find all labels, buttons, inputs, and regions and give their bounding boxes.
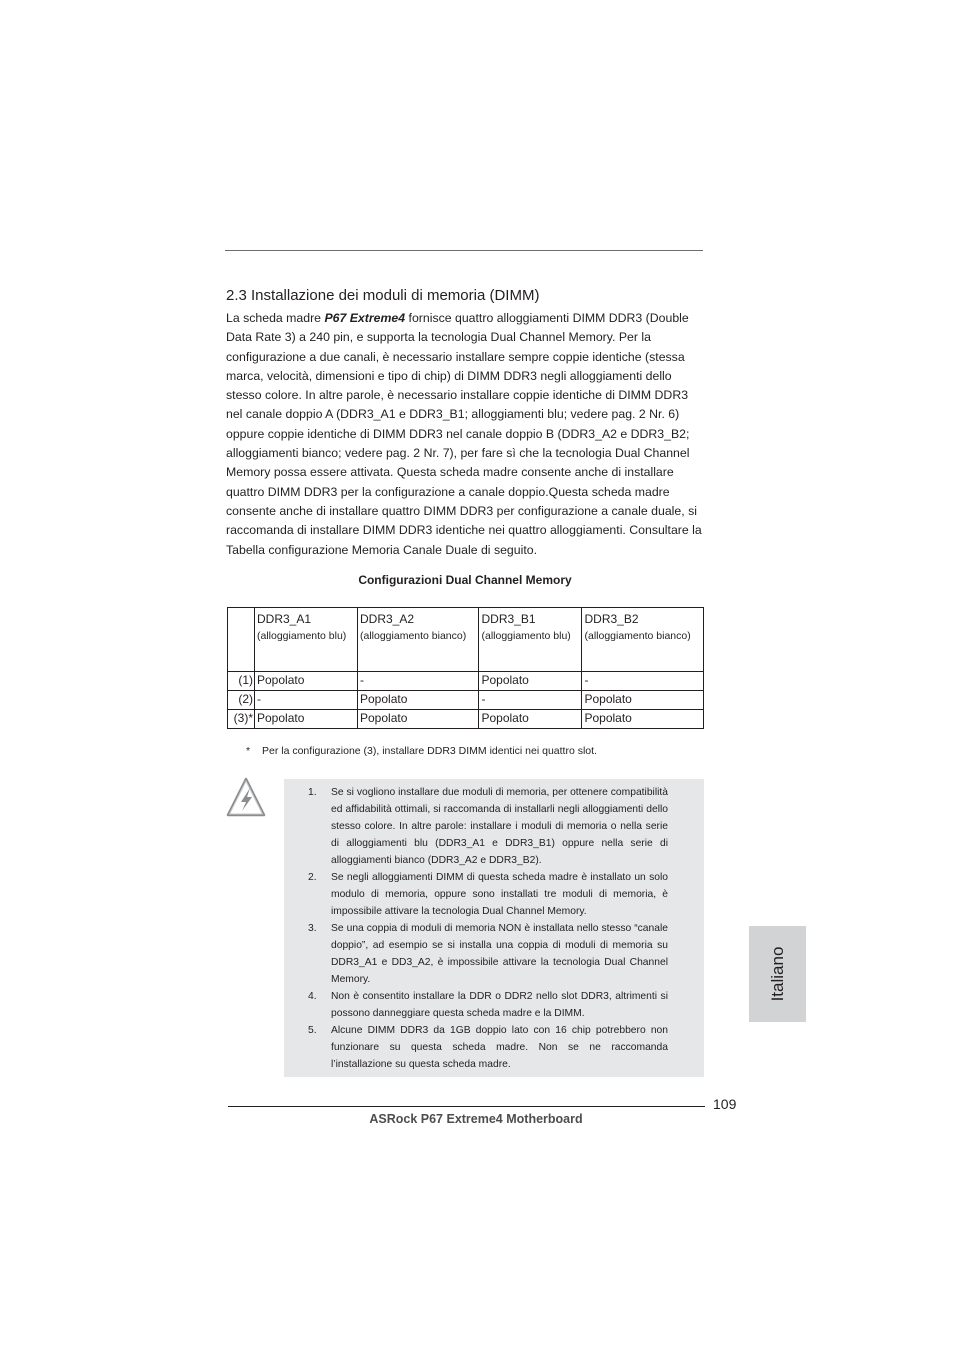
header-cell-ddr3-b2: [582, 608, 704, 672]
header-cell-ddr3-b1: [479, 608, 582, 672]
list-item: [304, 784, 668, 869]
table-cell: Popolato: [358, 691, 479, 710]
list-item: [304, 988, 668, 1022]
dual-channel-table: [227, 607, 704, 729]
table-cell: Popolato: [582, 691, 704, 710]
language-label: Italiano: [767, 946, 787, 1002]
list-item: [304, 1022, 668, 1073]
list-item: [304, 920, 668, 988]
note-text: Se una coppia di moduli di memoria NON è installata nello stesso “canale doppio”, ad esempio se si installa una coppia di moduli di memoria su DDR3_A1 e DD3_A2, è impossibile attivare la tecnologia Dual Channel Memory.: [331, 923, 668, 985]
paragraph-prefix: La scheda madre: [226, 311, 325, 325]
slot-name: DDR3_A2: [360, 612, 415, 626]
top-rule: [225, 250, 703, 251]
section-paragraph: [226, 309, 704, 560]
row-index: (2): [228, 691, 255, 710]
table-cell: Popolato: [479, 672, 582, 691]
table-footnote: [246, 745, 597, 757]
table-row: [228, 691, 704, 710]
table-cell: Popolato: [582, 710, 704, 729]
table-cell: -: [358, 672, 479, 691]
table-title: Configurazioni Dual Channel Memory: [358, 573, 572, 587]
note-number: 2.: [308, 872, 317, 883]
notes-list: [304, 784, 668, 1073]
note-number: 3.: [308, 923, 317, 934]
table-row: [228, 672, 704, 691]
footer-title: ASRock P67 Extreme4 Motherboard: [369, 1112, 583, 1126]
slot-note: (alloggiamento bianco): [584, 630, 691, 642]
slot-name: DDR3_B2: [584, 612, 639, 626]
table-cell: -: [479, 691, 582, 710]
header-blank-cell: [228, 608, 255, 672]
row-index: (3)*: [228, 710, 255, 729]
language-tab: [749, 926, 806, 1022]
table-cell: Popolato: [358, 710, 479, 729]
note-number: 4.: [308, 991, 317, 1002]
notes-box: [284, 779, 704, 1077]
slot-name: DDR3_B1: [481, 612, 536, 626]
warning-lightning-icon: [226, 776, 266, 818]
table-cell: Popolato: [479, 710, 582, 729]
note-text: Se si vogliono installare due moduli di memoria, per ottenere compatibilità ed affidabilità ottimali, si raccomanda di installarli negli alloggiamenti dello stesso colore. In altre parole: installare i moduli di memoria o nella serie di alloggiamenti blu (DDR3_A1 e DDR3_B1) oppure nella serie di alloggiamenti bianco (DDR3_A2 e DDR3_B2).: [331, 787, 668, 866]
note-text: Se negli alloggiamenti DIMM di questa scheda madre è installato un solo modulo di memoria, oppure sono installati tre moduli di memoria, è impossibile attivare la tecnologia Dual Channel Memory.: [331, 872, 668, 917]
page-number: 109: [713, 1096, 737, 1112]
row-index: (1): [228, 672, 255, 691]
note-number: 5.: [308, 1025, 317, 1036]
table-cell: Popolato: [255, 710, 358, 729]
bottom-rule: [228, 1106, 705, 1107]
note-text: Alcune DIMM DDR3 da 1GB doppio lato con 16 chip potrebbero non funzionare su questa scheda madre. Non se ne raccomanda l’installazione su questa scheda madre.: [331, 1025, 668, 1070]
note-text: Non è consentito installare la DDR o DDR2 nello slot DDR3, altrimenti si possono danneggiare questa scheda madre e la DIMM.: [331, 991, 668, 1019]
slot-name: DDR3_A1: [257, 612, 312, 626]
table-row: [228, 710, 704, 729]
table-cell: -: [582, 672, 704, 691]
slot-note: (alloggiamento bianco): [360, 630, 467, 642]
footnote-marker: *: [246, 745, 251, 757]
model-name: P67 Extreme4: [324, 311, 406, 325]
note-number: 1.: [308, 787, 317, 798]
table-cell: Popolato: [255, 672, 358, 691]
paragraph-body: fornisce quattro alloggiamenti DIMM DDR3 (Double Data Rate 3) a 240 pin, e supporta la tecnologia Dual Channel Memory. Per la configurazione a due canali, è necessario installare sempre coppie identiche (stessa marca, velocità, dimensioni e tipo di chip) di DIMM DDR3 negli alloggiamenti dello stesso colore. In altre parole, è necessario installare coppie identiche di DIMM DDR3 nel canale doppio A (DDR3_A1 e DDR3_B1; alloggiamenti blu; vedere pag. 2 Nr. 6) oppure coppie identiche di DIMM DDR3 nel canale doppio B (DDR3_A2 e DDR3_B2; alloggiamenti bianco; vedere pag. 2 Nr. 7), per fare sì che la tecnologia Dual Channel Memory possa essere attivata. Questa scheda madre consente anche di installare quattro DIMM DDR3 per la configurazione a canale doppio.Questa scheda madre consente anche di installare quattro DIMM DDR3 per configurazione a canale duale, si raccomanda di installare DIMM DDR3 identiche nei quattro alloggiamenti. Consultare la Tabella configurazione Memoria Canale Duale di seguito.: [226, 311, 702, 557]
section-title: 2.3 Installazione dei moduli di memoria (DIMM): [226, 287, 540, 304]
table-header-row: [228, 608, 704, 672]
footnote-text: Per la configurazione (3), installare DDR3 DIMM identici nei quattro slot.: [262, 745, 597, 757]
table-cell: -: [255, 691, 358, 710]
slot-note: (alloggiamento blu): [481, 630, 571, 642]
header-cell-ddr3-a1: [255, 608, 358, 672]
header-cell-ddr3-a2: [358, 608, 479, 672]
slot-note: (alloggiamento blu): [257, 630, 347, 642]
list-item: [304, 869, 668, 920]
